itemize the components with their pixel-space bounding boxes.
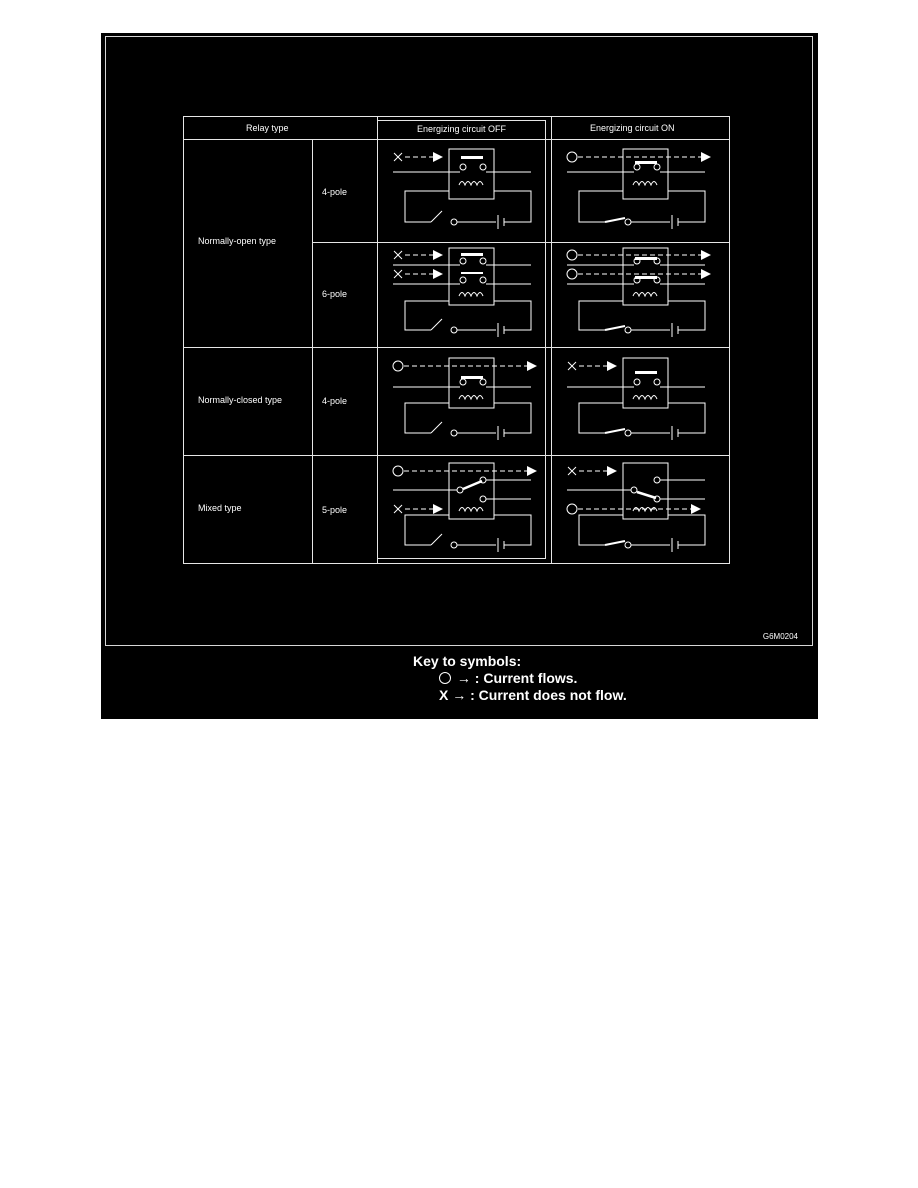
- current-flow-circle-icon: [393, 466, 403, 476]
- diagram-nc4-on: [555, 351, 719, 449]
- header-circuit-off: Energizing circuit OFF: [417, 124, 507, 134]
- row-pole-normally-open-6: 6-pole: [322, 289, 348, 299]
- key-row-flows: [413, 670, 627, 687]
- row-type-normally-closed: Normally-closed type: [198, 395, 283, 405]
- column-divider: [312, 140, 313, 563]
- row-type-normally-open: Normally-open type: [198, 236, 277, 246]
- current-flow-circle-icon: [567, 152, 577, 162]
- diagram-mixed5-on: [555, 459, 719, 557]
- no-current-x-symbol: X: [439, 687, 449, 703]
- current-flow-circle-icon: [567, 269, 577, 279]
- row-pole-normally-closed-4: 4-pole: [322, 396, 348, 406]
- key-flows-text: → : Current flows.: [456, 670, 578, 686]
- column-divider: [551, 117, 552, 563]
- no-current-cross-icon: [394, 251, 402, 259]
- figure-frame: [105, 36, 813, 646]
- diagram-mixed5-off: [381, 459, 545, 557]
- no-current-cross-icon: [394, 270, 402, 278]
- diagram-nc4-off: [381, 351, 545, 449]
- key-no-flow-text: → : Current does not flow.: [452, 687, 627, 703]
- key-title: Key to symbols:: [413, 653, 522, 669]
- no-current-cross-icon: [394, 153, 402, 161]
- current-flow-circle-icon: [567, 504, 577, 514]
- relay-types-figure: [101, 33, 818, 719]
- no-current-cross-icon: [568, 467, 576, 475]
- row-pole-mixed-5: 5-pole: [322, 505, 348, 515]
- diagram-no6-off: [381, 246, 545, 344]
- diagram-no4-on: [555, 142, 719, 240]
- diagram-no6-on: [555, 246, 719, 344]
- no-current-cross-icon: [568, 362, 576, 370]
- key-row-no-flow: [413, 687, 627, 704]
- symbol-key: [413, 653, 627, 704]
- no-current-cross-icon: [394, 505, 402, 513]
- figure-code: G6M0204: [762, 632, 798, 641]
- relay-table: [183, 116, 730, 564]
- current-flow-circle-icon: [393, 361, 403, 371]
- row-type-mixed: Mixed type: [198, 503, 242, 513]
- header-relay-type: Relay type: [246, 123, 289, 133]
- current-flow-circle-icon: [567, 250, 577, 260]
- header-circuit-on: Energizing circuit ON: [590, 123, 675, 133]
- row-pole-normally-open-4: 4-pole: [322, 187, 348, 197]
- current-flow-circle-icon: [439, 672, 451, 684]
- diagram-no4-off: [381, 142, 545, 240]
